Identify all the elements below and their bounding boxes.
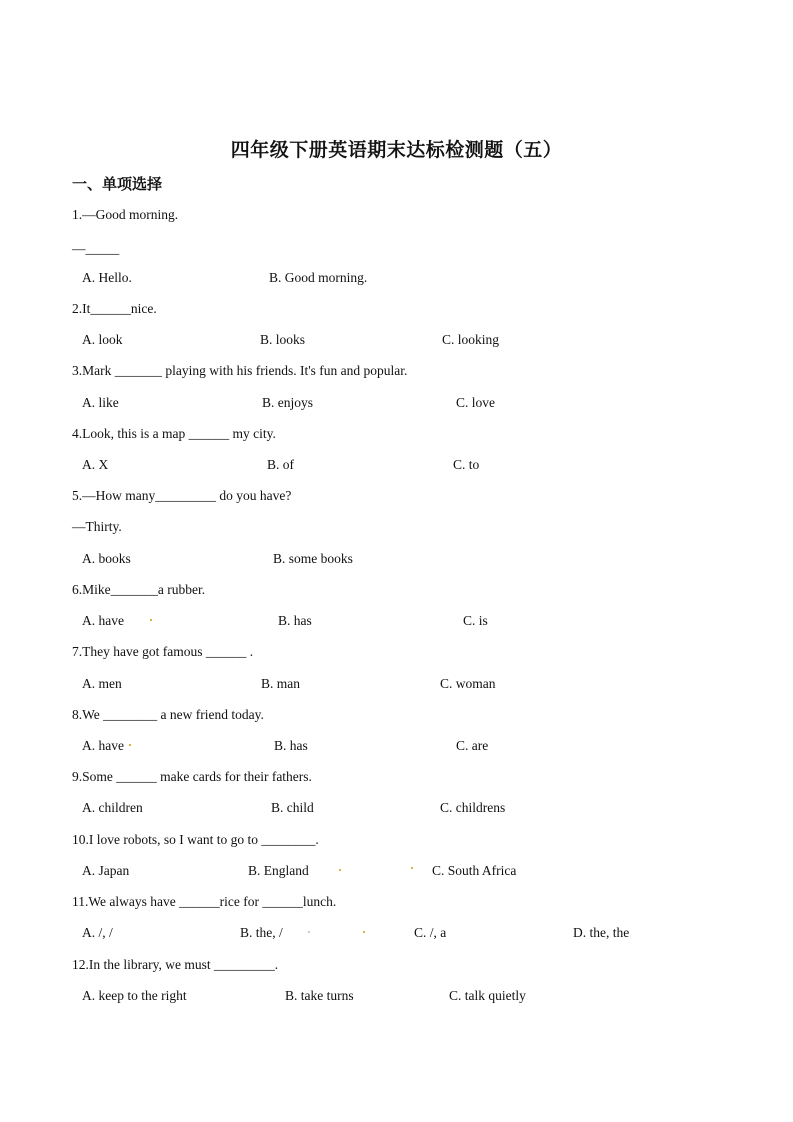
question-11-option-a[interactable]: A. /, / bbox=[82, 925, 113, 940]
question-9-option-c[interactable]: C. childrens bbox=[440, 800, 506, 815]
question-5-option-b[interactable]: B. some books bbox=[273, 551, 353, 566]
question-10-option-a[interactable]: A. Japan bbox=[82, 863, 130, 878]
question-7-stem: 7.They have got famous ______ . bbox=[72, 644, 254, 659]
question-10-option-c[interactable]: C. South Africa bbox=[432, 863, 517, 878]
question-7-option-a[interactable]: A. men bbox=[82, 676, 122, 691]
section-heading: 一、单项选择 bbox=[72, 175, 163, 193]
question-5-option-a[interactable]: A. books bbox=[82, 551, 131, 566]
question-2-stem: 2.It______nice. bbox=[72, 301, 157, 316]
question-1-option-b[interactable]: B. Good morning. bbox=[269, 270, 368, 285]
question-4-stem: 4.Look, this is a map ______ my city. bbox=[72, 426, 276, 441]
question-5-answer-line: —Thirty. bbox=[72, 519, 122, 534]
question-9-option-b[interactable]: B. child bbox=[271, 800, 314, 815]
question-1-option-a[interactable]: A. Hello. bbox=[82, 270, 132, 285]
question-8-option-b[interactable]: B. has bbox=[274, 738, 308, 753]
question-6-stem: 6.Mike_______a rubber. bbox=[72, 582, 206, 597]
question-6-option-a[interactable]: A. have bbox=[82, 613, 124, 628]
question-7-option-b[interactable]: B. man bbox=[261, 676, 300, 691]
question-11-option-c[interactable]: C. /, a bbox=[414, 925, 447, 940]
question-3-option-c[interactable]: C. love bbox=[456, 395, 495, 410]
question-12-option-c[interactable]: C. talk quietly bbox=[449, 988, 526, 1003]
question-9-option-a[interactable]: A. children bbox=[82, 800, 143, 815]
question-4-option-a[interactable]: A. X bbox=[82, 457, 109, 472]
question-4-option-c[interactable]: C. to bbox=[453, 457, 480, 472]
question-1-stem: 1.—Good morning. bbox=[72, 207, 179, 222]
question-12-option-b[interactable]: B. take turns bbox=[285, 988, 354, 1003]
page-title: 四年级下册英语期末达标检测题（五） bbox=[230, 139, 563, 161]
question-10-stem: 10.I love robots, so I want to go to ________. bbox=[72, 832, 319, 847]
question-9-stem: 9.Some ______ make cards for their fathers. bbox=[72, 769, 312, 784]
question-1-answer-blank: —_____ bbox=[72, 241, 120, 256]
question-3-stem: 3.Mark _______ playing with his friends. It's fun and popular. bbox=[72, 363, 408, 378]
stray-dot-mark bbox=[129, 744, 131, 746]
question-11-stem: 11.We always have ______rice for ______lunch. bbox=[72, 894, 337, 909]
question-3-option-b[interactable]: B. enjoys bbox=[262, 395, 314, 410]
question-11-option-d[interactable]: D. the, the bbox=[573, 925, 630, 940]
question-2-option-c[interactable]: C. looking bbox=[442, 332, 500, 347]
stray-dot-mark bbox=[308, 931, 310, 933]
stray-dot-mark bbox=[339, 869, 341, 871]
stray-dot-mark bbox=[363, 931, 365, 933]
question-12-stem: 12.In the library, we must _________. bbox=[72, 957, 279, 972]
question-12-option-a[interactable]: A. keep to the right bbox=[82, 988, 187, 1003]
question-10-option-b[interactable]: B. England bbox=[248, 863, 309, 878]
question-7-option-c[interactable]: C. woman bbox=[440, 676, 496, 691]
question-2-option-b[interactable]: B. looks bbox=[260, 332, 306, 347]
question-8-option-c[interactable]: C. are bbox=[456, 738, 489, 753]
question-8-option-a[interactable]: A. have bbox=[82, 738, 124, 753]
question-3-option-a[interactable]: A. like bbox=[82, 395, 119, 410]
question-6-option-b[interactable]: B. has bbox=[278, 613, 312, 628]
question-11-option-b[interactable]: B. the, / bbox=[240, 925, 283, 940]
question-4-option-b[interactable]: B. of bbox=[267, 457, 294, 472]
stray-dot-mark bbox=[411, 867, 413, 869]
question-8-stem: 8.We ________ a new friend today. bbox=[72, 707, 264, 722]
stray-dot-mark bbox=[150, 619, 152, 621]
question-5-stem: 5.—How many_________ do you have? bbox=[72, 488, 292, 503]
question-2-option-a[interactable]: A. look bbox=[82, 332, 123, 347]
question-6-option-c[interactable]: C. is bbox=[463, 613, 488, 628]
